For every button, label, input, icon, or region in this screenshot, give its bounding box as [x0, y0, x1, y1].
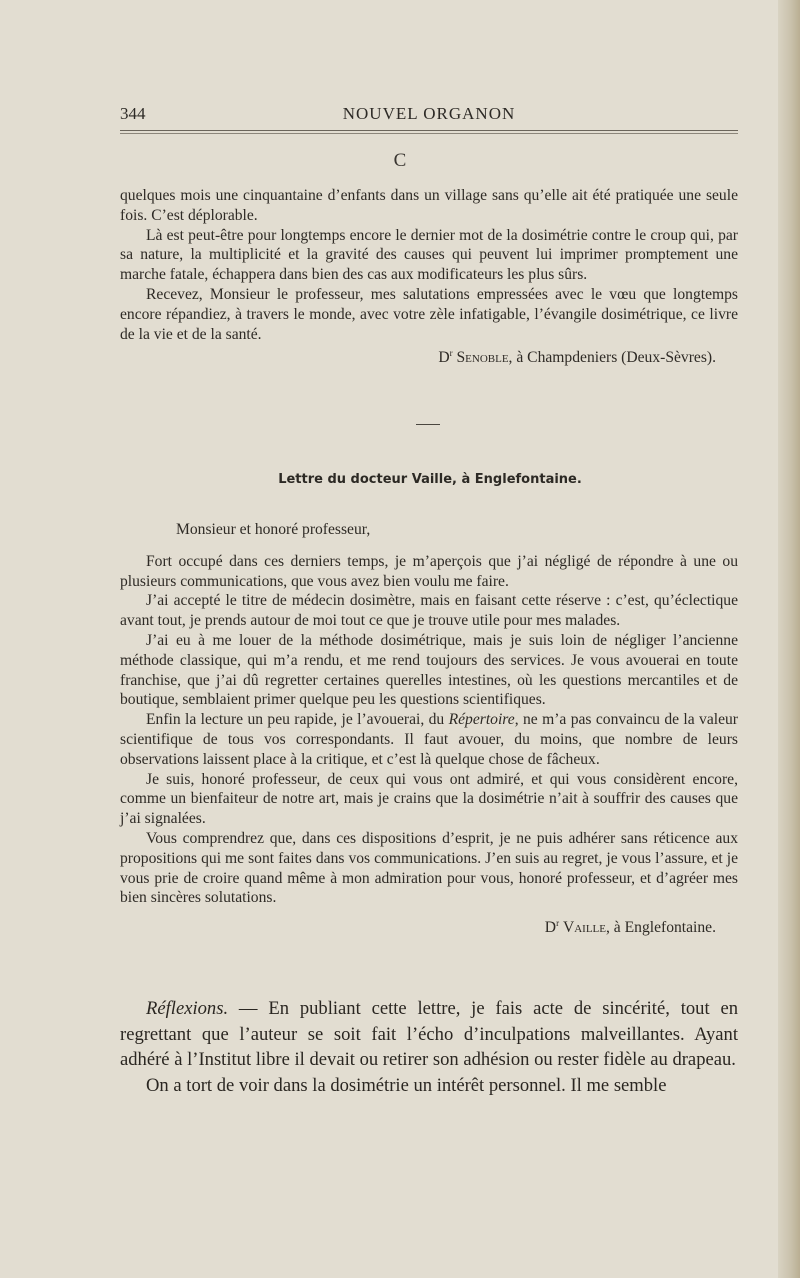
paragraph: Là est peut-être pour longtemps encore le dernier mot de la dosimétrie contre le croup qui, par sa nature, la multiplicité et la gravité des causes qui peuvent lui imprimer promptement une marche fatale, échappera dans bien des cas aux modificateurs les plus sûrs. [120, 226, 738, 284]
letter-heading: Lettre du docteur Vaille, à Englefontaine. [278, 472, 582, 487]
paragraph: Fort occupé dans ces derniers temps, je m’aperçois que j’ai négligé de répondre à une ou plusieurs communications, que vous avez bien voulu me faire. [120, 552, 738, 590]
repertoire-title: Répertoire [448, 711, 515, 729]
paragraph: Réflexions. — En publiant cette lettre, je fais acte de sincérité, tout en regrettant que l’auteur se soit fait l’écho d’inculpations malveillantes. Ayant adhéré à l’Institut libre il devait ou retirer son adhésion ou rester fidèle au drapeau. [120, 998, 738, 1071]
page-number: 344 [120, 104, 146, 123]
page-header [120, 104, 738, 132]
paragraph: J’ai eu à me louer de la méthode dosimétrique, mais je suis loin de négliger l’ancienne méthode classique, qui m’a rendu, et me rend toujours des services. Je vous avouerai en toute franchise, que j’ai dû regretter certaines querelles intestines, où les questions mercantiles et de boutique, semblaient primer quelque peu les questions scientifiques. [120, 631, 738, 709]
paragraph: On a tort de voir dans la dosimétrie un intérêt personnel. Il me semble [146, 1074, 667, 1096]
signature-vaille: $D^r$ Vaille, à Englefontaine. [544, 918, 716, 937]
top-section [120, 186, 738, 368]
signature-senoble: $D^r$ Senoble, à Champdeniers (Deux-Sèvres). [438, 348, 716, 367]
paragraph: Enfin la lecture un peu rapide, je l’avouerai, du Répertoire, ne m’a pas convaincu de la valeur scientifique de tous vos correspondants. Il faut avouer, du moins, que nombre de leurs observations laissent place à la critique, et c’est là quelque chose de fâcheux. [120, 711, 738, 768]
paragraph: J’ai accepté le titre de médecin dosimètre, mais en faisant cette réserve : c’est, qu’éclectique avant tout, je prends autour de moi tout ce que je trouve utile pour mes malades. [120, 592, 738, 630]
letter-body [120, 520, 738, 938]
paragraph: Recevez, Monsieur le professeur, mes salutations empressées avec le vœu que longtemps encore répandiez, à travers le monde, avec votre zèle infatigable, l’évangile dosimétrique, ce livre de la vie et de la santé. [120, 285, 738, 343]
reflexions-lead: Réflexions. [146, 998, 229, 1019]
reflexions-section [120, 996, 738, 1098]
header-rule [120, 130, 738, 134]
salutation: Monsieur et honoré professeur, [176, 521, 371, 538]
paragraph: Je suis, honoré professeur, de ceux qui vous ont admiré, et qui vous considèrent encore, comme un bienfaiteur de notre art, mais je crains que la dosimétrie n’ait à souffrir des causes que j’ai signalées. [120, 770, 738, 828]
running-title: NOUVEL ORGANON [342, 104, 516, 123]
paragraph: quelques mois une cinquantaine d’enfants dans un village sans qu’elle ait été pratiquée une seule fois. C’est déplorable. [120, 187, 738, 224]
paragraph: Vous comprendrez que, dans ces dispositions d’esprit, je ne puis adhérer sans réticence aux propositions qui me sont faites dans vos communications. J’en suis au regret, je vous l’assure, et je vous prie de croire quand même à mon admiration pour vous, honoré professeur, et d’agréer mes bien sincères solutations. [120, 829, 738, 907]
section-separator [416, 424, 440, 425]
signature-mark: C [393, 150, 407, 171]
page-edge [778, 0, 800, 1278]
